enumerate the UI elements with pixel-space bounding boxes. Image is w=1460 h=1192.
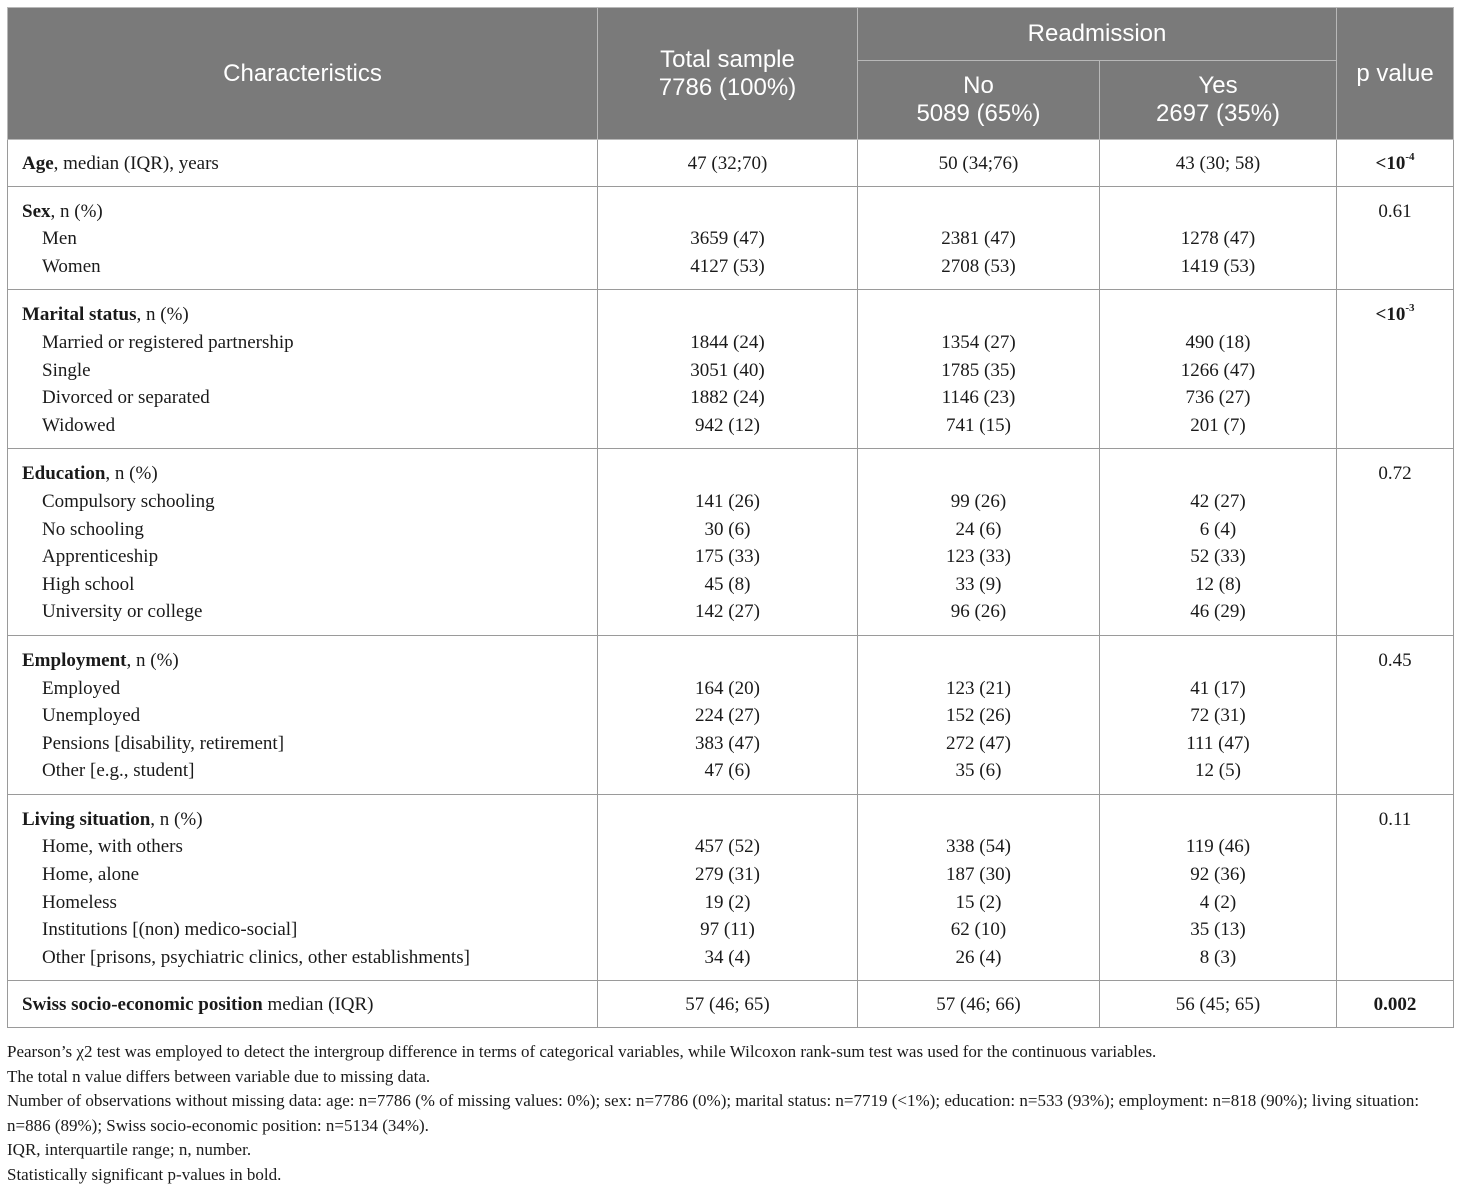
sub-row-label: University or college [42,601,203,623]
header-total-line2: 7786 (100%) [658,73,797,101]
cell-yes: 111 (47) [1186,732,1250,754]
row-age [8,140,1454,187]
cell-no: 2381 (47) [941,228,1016,250]
cell-total: 164 (20) [695,677,760,699]
group-label: Sex, n (%) [22,200,103,222]
cell-yes: 490 (18) [1185,331,1251,353]
cell-yes: 42 (27) [1190,490,1246,512]
cell-yes: 41 (17) [1190,677,1246,699]
table-body [8,140,1454,1028]
row-ses [8,981,1454,1028]
sub-row-label: High school [42,573,135,595]
cell-no: 15 (2) [955,891,1002,913]
cell-yes: 1278 (47) [1180,228,1256,250]
sub-row-label: Divorced or separated [42,387,210,409]
cell-total: 19 (2) [704,891,751,913]
row-label-age: Age, median (IQR), years [22,153,219,174]
sub-row-label: Employed [42,677,121,699]
cell-no: 123 (21) [946,677,1011,699]
cell-yes: 1266 (47) [1180,359,1256,381]
cell-total: 942 (12) [695,414,760,436]
cell-total: 97 (11) [700,919,755,941]
row-group-sex [8,186,1454,290]
cell-yes: 6 (4) [1199,518,1237,540]
cell-yes: 35 (13) [1190,919,1246,941]
sub-row-label: Other [prisons, psychiatric clinics, other establishments] [42,946,470,968]
cell-total: 4127 (53) [690,255,765,277]
header-readmission: Readmission [858,8,1337,61]
row-label-ses: Swiss socio-economic position median (IQR) [22,994,374,1016]
header-no-line1: No [963,72,994,99]
cell-total: 3051 (40) [690,359,765,381]
cell-no: 741 (15) [946,414,1011,436]
sub-row-label: Homeless [42,891,117,913]
cell-no: 1354 (27) [941,331,1016,353]
cell-yes: 12 (8) [1195,573,1241,595]
footnote: Pearson’s χ2 test was employed to detect the intergroup difference in terms of categorical variables, while Wilcoxon rank-sum test was used for the continuous variables. [7,1042,1157,1061]
characteristics-table [7,7,1454,1028]
cell-total: 3659 (47) [690,228,765,250]
cell-total: 141 (26) [695,490,760,512]
table-container [7,7,1453,1028]
table-footnotes [7,1040,1453,1187]
footnote: IQR, interquartile range; n, number. [7,1140,252,1159]
cell-total: 175 (33) [695,546,760,568]
cell-yes: 736 (27) [1185,387,1251,409]
cell-no: 338 (54) [946,836,1011,858]
cell-no: 96 (26) [950,601,1007,623]
cell-pvalue: 0.61 [1378,200,1412,222]
cell-total: 383 (47) [695,732,760,754]
cell-yes: 8 (3) [1199,946,1237,968]
cell-pvalue: $<10^{-4}$ [1375,150,1415,174]
cell-total: 47 (32;70) [687,153,768,174]
sub-row-label: Widowed [42,414,116,436]
cell-yes: 4 (2) [1199,891,1237,913]
footnote: Statistically significant p-values in bold. [7,1164,282,1184]
header-no-line2: 5089 (65%) [916,100,1041,127]
cell-total: 224 (27) [695,705,760,727]
cell-no: 35 (6) [955,760,1002,782]
cell-no: 1146 (23) [941,387,1016,409]
sub-row-label: Compulsory schooling [42,490,215,512]
cell-yes: 12 (5) [1195,760,1241,782]
footnote: Number of observations without missing data: age: n=7786 (% of missing values: 0%); sex: n=7786 (0%); marital status: n=7719 (<1%); education: n=533 (93%); employment: n=818 (90%); living situation: n=886 (89%); Swiss socio-economic position: n=5134 (34%). [7,1091,1420,1135]
cell-pvalue: 0.002 [1373,994,1417,1016]
table-header [8,8,1454,140]
group-label: Living situation, n (%) [22,808,203,830]
cell-pvalue: 0.72 [1378,463,1412,485]
cell-yes: 46 (29) [1190,601,1246,623]
cell-no: 50 (34;76) [938,153,1019,174]
cell-total: 47 (6) [704,760,751,782]
cell-total: 45 (8) [704,573,751,595]
cell-total: 457 (52) [695,836,760,858]
cell-no: 187 (30) [946,864,1011,886]
header-pvalue: p value [1337,8,1454,140]
header-total [598,8,858,140]
cell-yes: 43 (30; 58) [1175,153,1261,174]
cell-no: 123 (33) [946,546,1011,568]
sub-row-label: Home, alone [42,864,140,886]
group-label: Employment, n (%) [22,649,179,671]
cell-yes: 1419 (53) [1180,255,1256,277]
header-yes [1100,61,1337,140]
cell-pvalue: 0.11 [1378,808,1412,830]
cell-no: 33 (9) [955,573,1002,595]
cell-total: 1844 (24) [690,331,765,353]
row-group-employment [8,635,1454,794]
header-total-line1: Total sample [660,45,795,73]
cell-no: 24 (6) [955,518,1002,540]
group-label: Education, n (%) [22,463,158,485]
cell-pvalue: $<10^{-3}$ [1375,302,1415,326]
cell-total: 57 (46; 65) [685,994,770,1016]
sub-row-label: No schooling [42,518,144,540]
cell-no: 62 (10) [950,919,1007,941]
sub-row-label: Institutions [(non) medico-social] [42,919,298,941]
cell-yes: 72 (31) [1190,705,1246,727]
cell-pvalue: 0.45 [1378,649,1412,671]
sub-row-label: Women [42,255,101,277]
sub-row-label: Other [e.g., student] [42,760,195,782]
footnote: The total n value differs between variable due to missing data. [7,1066,431,1086]
header-no [858,61,1100,140]
cell-total: 30 (6) [704,518,751,540]
row-group-marital [8,290,1454,449]
sub-row-label: Married or registered partnership [42,331,294,353]
cell-no: 1785 (35) [941,359,1016,381]
sub-row-label: Home, with others [42,836,183,858]
cell-no: 99 (26) [950,490,1007,512]
row-group-living [8,794,1454,981]
group-label: Marital status, n (%) [22,304,189,326]
cell-total: 34 (4) [704,946,751,968]
cell-yes: 56 (45; 65) [1175,994,1261,1016]
cell-no: 26 (4) [955,946,1002,968]
header-yes-line1: Yes [1198,72,1238,99]
cell-total: 142 (27) [695,601,760,623]
cell-no: 2708 (53) [941,255,1016,277]
cell-total: 1882 (24) [690,387,765,409]
header-characteristics: Characteristics [8,8,598,140]
row-group-education [8,449,1454,636]
sub-row-label: Single [42,359,91,381]
sub-row-label: Men [42,228,77,250]
cell-total: 279 (31) [695,864,760,886]
cell-no: 152 (26) [946,705,1011,727]
cell-no: 57 (46; 66) [936,994,1021,1016]
sub-row-label: Pensions [disability, retirement] [42,732,285,754]
cell-yes: 92 (36) [1190,864,1246,886]
header-yes-line2: 2697 (35%) [1155,100,1281,127]
sub-row-label: Unemployed [42,705,141,727]
sub-row-label: Apprenticeship [42,546,159,568]
cell-yes: 119 (46) [1185,836,1251,858]
cell-no: 272 (47) [946,732,1011,754]
cell-yes: 201 (7) [1190,414,1246,436]
cell-yes: 52 (33) [1190,546,1246,568]
